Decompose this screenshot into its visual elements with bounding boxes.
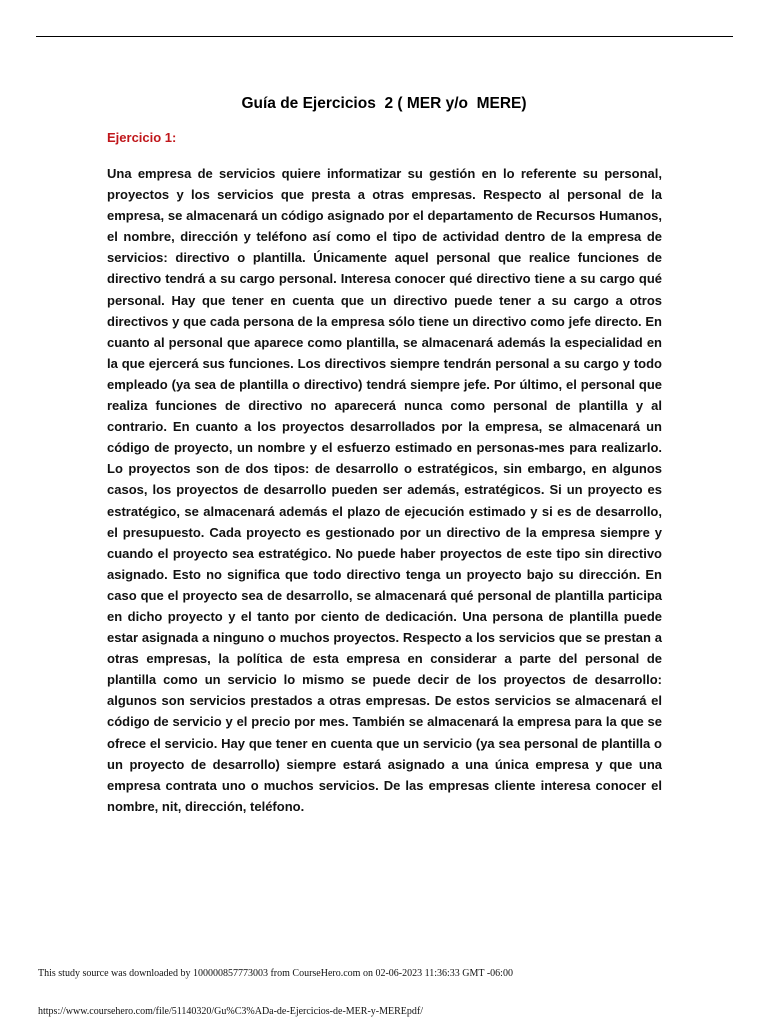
exercise-body-text: Una empresa de servicios quiere informatizar su gestión en lo referente su personal, proyectos y los servicios que presta a otras empresas. Respecto al personal de la empresa, se almacenará un código asignado por el departamento de Recursos Humanos, el nombre, dirección y teléfono así como el tipo de actividad dentro de la empresa de servicios: directivo o plantilla. Únicamente aquel personal que realice funciones de directivo tendrá a su cargo personal. Interesa conocer qué directivo tiene a su cargo qué personal. Hay que tener en cuenta que un directivo puede tener a su cargo a otros directivos y que cada persona de la empresa sólo tiene un directivo como jefe directo. En cuanto al personal que aparece como plantilla, se almacenará además la especialidad en la que ejercerá sus funciones. Los directivos siempre tendrán personal a su cargo y todo empleado (ya sea de plantilla o directivo) tendrá siempre jefe. Por último, el personal que realiza funciones de directivo no aparecerá nunca como personal de plantilla y al contrario. En cuanto a los proyectos desarrollados por la empresa, se almacenará un código de proyecto, un nombre y el esfuerzo estimado en personas-mes para realizarlo. Lo proyectos son de dos tipos: de desarrollo o estratégicos, sin embargo, en algunos casos, los proyectos de desarrollo pueden ser además, estratégicos. Si un proyecto es estratégico, se almacenará además el plazo de ejecución estimado y si es de desarrollo, el presupuesto. Cada proyecto es gestionado por un directivo de la empresa siempre y cuando el proyecto sea estratégico. No puede haber proyectos de este tipo sin directivo asignado. Esto no significa que todo directivo tenga un proyecto bajo su dirección. En caso que el proyecto sea de desarrollo, se almacenará qué personal de plantilla participa en dicho proyecto y el tanto por ciento de dedicación. Una persona de plantilla puede estar asignada a ninguno o muchos proyectos. Respecto a los servicios que se prestan a otras empresas, la política de esta empresa en considerar a parte del personal de plantilla como un servicio lo mismo se puede decir de los proyectos de desarrollo: algunos son servicios prestados a otras empresas. De estos servicios se almacenará el código de servicio y el precio por mes. También se almacenará la empresa para la que se ofrece el servicio. Hay que tener en cuenta que un servicio (ya sea personal de plantilla o un proyecto de desarrollo) siempre estará asignado a una única empresa y que una empresa contrata uno o muchos servicios. De las empresas cliente interesa conocer el nombre, nit, dirección, teléfono.: [107, 166, 662, 814]
top-rule: [36, 36, 733, 37]
download-source-note: This study source was downloaded by 100000857773003 from CourseHero.com on 02-06-2023 11:36:33 GMT -06:00: [38, 968, 513, 979]
exercise-heading: Ejercicio 1:: [107, 130, 177, 145]
document-title: Guía de Ejercicios 2 ( MER y/o MERE): [241, 95, 527, 112]
source-url: https://www.coursehero.com/file/51140320/Gu%C3%ADa-de-Ejercicios-de-MER-y-MEREpdf/: [38, 1006, 423, 1017]
